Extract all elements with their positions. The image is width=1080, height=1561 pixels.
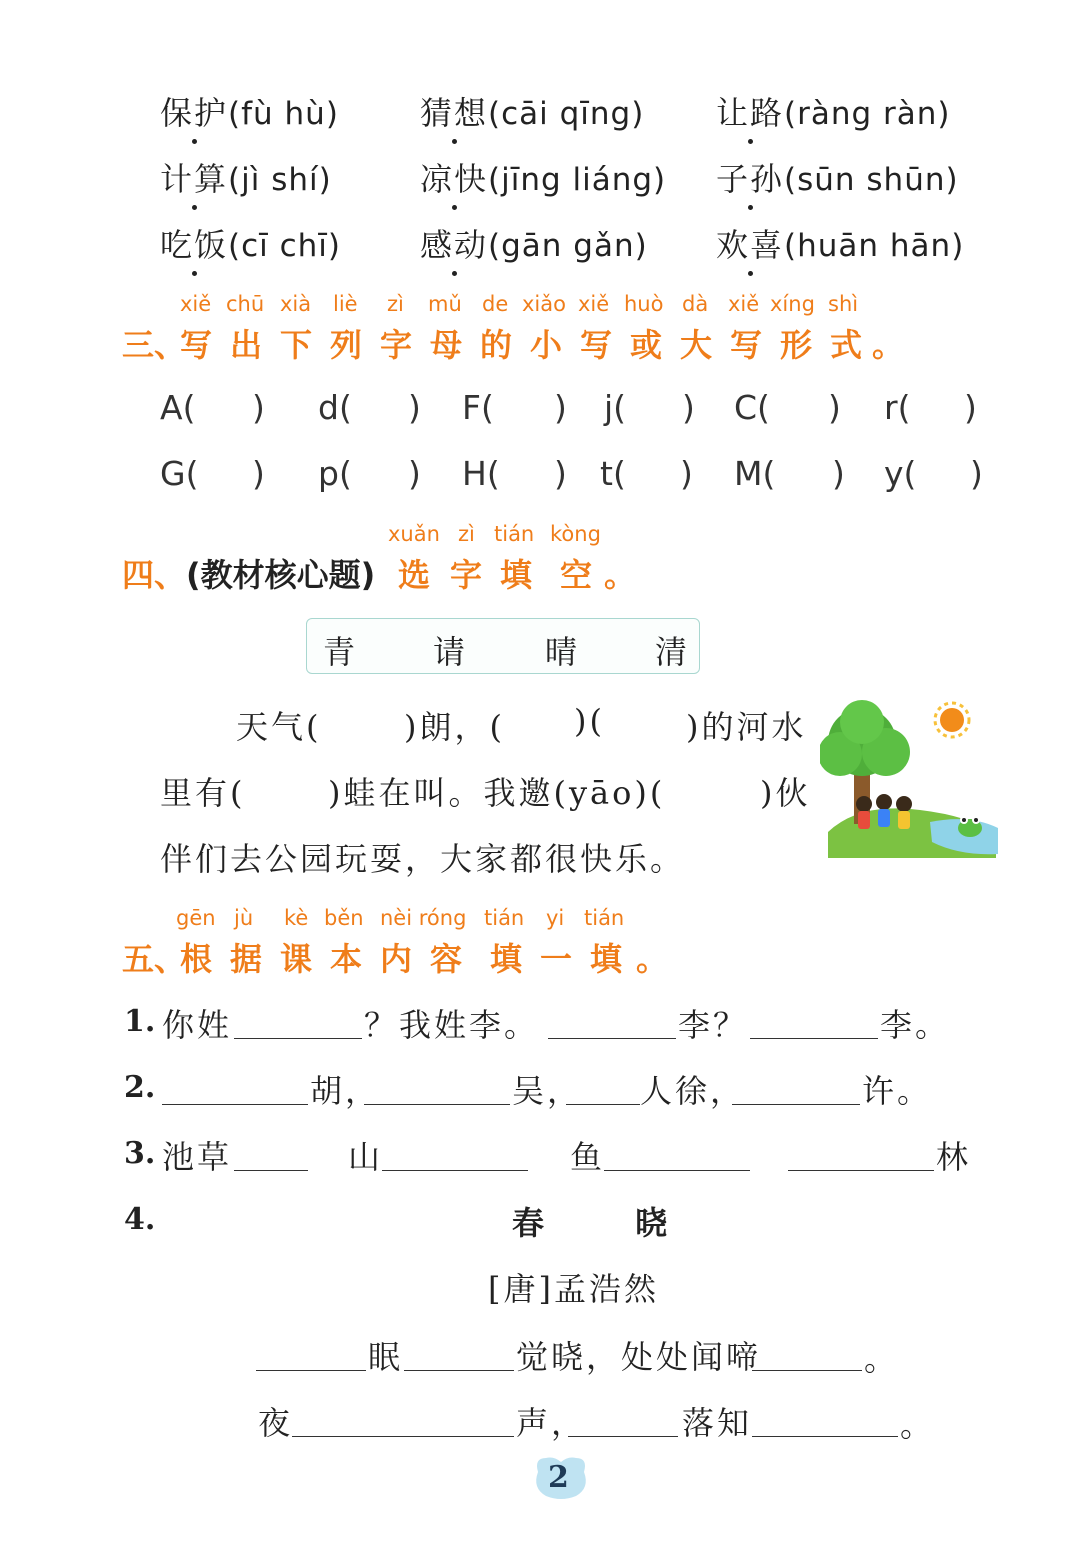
letter-prompt[interactable]: F( bbox=[462, 388, 494, 427]
letter-close: ) bbox=[408, 454, 421, 493]
para-text: 里有( bbox=[160, 774, 246, 812]
q-text: 李？ bbox=[678, 1006, 749, 1044]
para-text: )的河水 bbox=[686, 708, 807, 746]
word-char: 凉快 bbox=[420, 154, 488, 200]
pinyin-syllable: yi bbox=[546, 906, 565, 930]
title-char: 。 bbox=[872, 326, 905, 364]
pinyin-syllable: tián bbox=[484, 906, 525, 930]
pinyin-syllable: zì bbox=[387, 292, 404, 316]
title-char: 根 bbox=[180, 940, 213, 978]
question-number: 1. bbox=[124, 1004, 156, 1039]
answer-blank[interactable] bbox=[732, 1104, 860, 1105]
pinyin-syllable: běn bbox=[324, 906, 364, 930]
title-char: 的 bbox=[480, 326, 513, 364]
poem-text: 落知 bbox=[682, 1404, 753, 1442]
q-text: 许。 bbox=[862, 1072, 933, 1110]
para-text: )伙 bbox=[760, 774, 811, 812]
question-number: 3. bbox=[124, 1136, 156, 1171]
word-option[interactable]: 请 bbox=[433, 633, 466, 671]
para-text: 天气( bbox=[236, 708, 322, 746]
letter-close: ) bbox=[832, 454, 845, 493]
answer-blank[interactable] bbox=[566, 1104, 640, 1105]
title-char: 课 bbox=[280, 940, 313, 978]
q-text: 人徐， bbox=[640, 1072, 746, 1110]
title-char: 出 bbox=[230, 326, 263, 364]
title-char: 写 bbox=[580, 326, 613, 364]
pinyin-syllable: xiě bbox=[728, 292, 760, 316]
para-text: 伴们去公园玩耍，大家都很快乐。 bbox=[160, 840, 686, 878]
pinyin-syllable: huò bbox=[624, 292, 664, 316]
answer-blank[interactable] bbox=[364, 1104, 510, 1105]
letter-prompt[interactable]: M( bbox=[734, 454, 776, 493]
poem-text: 。 bbox=[900, 1406, 936, 1444]
title-char: 母 bbox=[430, 326, 463, 364]
pinyin-syllable: mǔ bbox=[428, 292, 462, 316]
pinyin-syllable: tián bbox=[584, 906, 625, 930]
pinyin-syllable: jù bbox=[234, 906, 254, 930]
pinyin-syllable: kè bbox=[284, 906, 309, 930]
title-char: 据 bbox=[230, 940, 263, 978]
children-figures bbox=[856, 794, 912, 829]
word-item bbox=[420, 220, 648, 266]
pinyin-syllable: zì bbox=[458, 522, 475, 546]
question-number: 2. bbox=[124, 1070, 156, 1105]
answer-blank[interactable] bbox=[604, 1170, 750, 1171]
pinyin-syllable: chū bbox=[226, 292, 265, 316]
answer-blank[interactable] bbox=[234, 1038, 362, 1039]
pinyin-syllable: nèi róng bbox=[380, 906, 467, 930]
title-char: 一 bbox=[540, 940, 573, 978]
para-text: )( bbox=[574, 702, 605, 740]
letter-close: ) bbox=[554, 454, 567, 493]
letter-prompt[interactable]: y( bbox=[884, 454, 917, 493]
word-option[interactable]: 晴 bbox=[545, 633, 578, 671]
letter-close: ) bbox=[680, 454, 693, 493]
letter-close: ) bbox=[970, 454, 983, 493]
answer-blank[interactable] bbox=[568, 1436, 678, 1437]
poem-text: 声， bbox=[516, 1404, 587, 1442]
title-char: 或 bbox=[630, 326, 663, 364]
frog-icon bbox=[958, 816, 982, 837]
letter-prompt[interactable]: G( bbox=[160, 454, 199, 493]
poem-text: 夜 bbox=[258, 1404, 294, 1442]
section-prefix: 四、(教材核心题) bbox=[122, 556, 376, 594]
pinyin-row-3 bbox=[0, 220, 1080, 270]
title-char: 下 bbox=[280, 326, 313, 364]
pinyin-syllable: xiǎo bbox=[522, 292, 566, 316]
title-char: 填 bbox=[500, 556, 533, 594]
q-text: ？我姓李。 bbox=[364, 1006, 540, 1044]
pinyin-options[interactable]: (ràng ràn) bbox=[784, 96, 951, 132]
section-prefix: 五、 bbox=[122, 940, 187, 978]
word-char: 让路 bbox=[716, 88, 784, 134]
title-char: 本 bbox=[330, 940, 363, 978]
section-prefix: 三、 bbox=[122, 326, 187, 364]
title-char: 写 bbox=[180, 326, 213, 364]
pinyin-syllable: kòng bbox=[550, 522, 601, 546]
answer-blank[interactable] bbox=[404, 1370, 514, 1371]
answer-blank[interactable] bbox=[752, 1436, 898, 1437]
letter-prompt[interactable]: A( bbox=[160, 388, 196, 427]
pinyin-syllable: xuǎn bbox=[388, 522, 440, 546]
word-item bbox=[420, 88, 644, 134]
poem-author: [唐]孟浩然 bbox=[488, 1270, 659, 1308]
poem-text: 。 bbox=[864, 1340, 900, 1378]
title-char: 空 bbox=[560, 556, 593, 594]
title-char: 字 bbox=[450, 556, 483, 594]
title-char: 形 bbox=[780, 326, 813, 364]
pinyin-syllable: xiě bbox=[578, 292, 610, 316]
title-char: 填 bbox=[590, 940, 623, 978]
title-char: 容 bbox=[430, 940, 463, 978]
letter-close: ) bbox=[828, 388, 841, 427]
title-char: 。 bbox=[636, 940, 669, 978]
word-item bbox=[160, 88, 339, 134]
pinyin-syllable: liè bbox=[333, 292, 358, 316]
word-item bbox=[420, 154, 666, 200]
poem-title: 春 晓 bbox=[512, 1204, 708, 1242]
letter-prompt[interactable]: p( bbox=[318, 454, 352, 493]
q-text: 胡， bbox=[310, 1072, 381, 1110]
letter-close: ) bbox=[408, 388, 421, 427]
section3-pinyin bbox=[0, 292, 1080, 322]
letter-prompt[interactable]: j( bbox=[604, 388, 627, 427]
pinyin-syllable: xià bbox=[280, 292, 312, 316]
q-text: 吴， bbox=[512, 1072, 583, 1110]
section4-pinyin bbox=[0, 522, 1080, 552]
pinyin-options[interactable]: (huān hān) bbox=[784, 228, 965, 264]
word-char: 吃饭 bbox=[160, 220, 228, 266]
q-text: 林 bbox=[936, 1138, 972, 1176]
pinyin-syllable: xíng bbox=[770, 292, 815, 316]
pinyin-syllable: shì bbox=[828, 292, 859, 316]
q-text: 李。 bbox=[880, 1006, 951, 1044]
title-char: 式 bbox=[830, 326, 863, 364]
word-char: 猜想 bbox=[420, 88, 488, 134]
letter-close: ) bbox=[252, 388, 265, 427]
pinyin-syllable: gēn bbox=[176, 906, 216, 930]
letter-prompt[interactable]: d( bbox=[318, 388, 352, 427]
title-char: 列 bbox=[330, 326, 363, 364]
pinyin-options[interactable]: (sūn shūn) bbox=[784, 162, 959, 198]
para-text: )蛙在叫。我邀(yāo)( bbox=[328, 774, 666, 812]
letter-close: ) bbox=[964, 388, 977, 427]
word-char: 感动 bbox=[420, 220, 488, 266]
title-char: 填 bbox=[490, 940, 523, 978]
section5-title bbox=[0, 934, 1080, 976]
section5-pinyin bbox=[0, 906, 1080, 936]
title-char: 大 bbox=[680, 326, 713, 364]
pinyin-options[interactable]: (fù hù) bbox=[228, 96, 339, 132]
letter-close: ) bbox=[682, 388, 695, 427]
answer-blank[interactable] bbox=[382, 1170, 528, 1171]
word-char: 保护 bbox=[160, 88, 228, 134]
section3-title bbox=[0, 320, 1080, 362]
pinyin-syllable: xiě bbox=[180, 292, 212, 316]
pinyin-options[interactable]: (jīng liáng) bbox=[488, 162, 667, 198]
word-char: 欢喜 bbox=[716, 220, 784, 266]
answer-blank[interactable] bbox=[750, 1038, 878, 1039]
title-char: 写 bbox=[730, 326, 763, 364]
q-text: 你姓 bbox=[162, 1006, 233, 1044]
pinyin-options[interactable]: (cāi qīng) bbox=[488, 96, 645, 132]
word-item bbox=[716, 154, 959, 200]
pinyin-options[interactable]: (gān gǎn) bbox=[488, 228, 648, 264]
title-char: 。 bbox=[604, 556, 637, 594]
page-number: 2 bbox=[548, 1460, 569, 1495]
title-char: 小 bbox=[530, 326, 563, 364]
sun-icon bbox=[935, 703, 969, 737]
word-item bbox=[716, 88, 951, 134]
pinyin-syllable: de bbox=[482, 292, 509, 316]
title-char: 字 bbox=[380, 326, 413, 364]
letter-close: ) bbox=[554, 388, 567, 427]
letter-prompt[interactable]: r( bbox=[884, 388, 911, 427]
letter-prompt[interactable]: C( bbox=[734, 388, 770, 427]
word-item bbox=[160, 154, 332, 200]
word-char: 计算 bbox=[160, 154, 228, 200]
q-text: 池草 bbox=[162, 1138, 233, 1176]
q-text: 山 bbox=[348, 1138, 384, 1176]
word-option[interactable]: 清 bbox=[655, 633, 688, 671]
answer-blank[interactable] bbox=[548, 1038, 676, 1039]
word-item bbox=[160, 220, 341, 266]
para-text: )朗，( bbox=[404, 708, 505, 746]
answer-blank[interactable] bbox=[788, 1170, 934, 1171]
question-number: 4. bbox=[124, 1202, 156, 1237]
pinyin-options[interactable]: (jì shí) bbox=[228, 162, 332, 198]
q-text: 鱼 bbox=[570, 1138, 606, 1176]
word-item bbox=[716, 220, 964, 266]
pinyin-syllable: dà bbox=[682, 292, 709, 316]
section4-title bbox=[0, 550, 1080, 592]
pinyin-syllable: tián bbox=[494, 522, 535, 546]
word-choice-box bbox=[306, 618, 700, 674]
pinyin-row-1 bbox=[0, 88, 1080, 138]
answer-blank[interactable] bbox=[256, 1370, 366, 1371]
poem-text: 眠 bbox=[368, 1338, 404, 1376]
letter-close: ) bbox=[252, 454, 265, 493]
title-char: 选 bbox=[398, 556, 431, 594]
answer-blank[interactable] bbox=[292, 1436, 514, 1437]
answer-blank[interactable] bbox=[234, 1170, 308, 1171]
answer-blank[interactable] bbox=[752, 1370, 862, 1371]
pinyin-options[interactable]: (cī chī) bbox=[228, 228, 342, 264]
answer-blank[interactable] bbox=[162, 1104, 308, 1105]
word-char: 子孙 bbox=[716, 154, 784, 200]
letter-prompt[interactable]: t( bbox=[600, 454, 626, 493]
pinyin-row-2 bbox=[0, 154, 1080, 204]
poem-text: 觉晓，处处闻啼 bbox=[516, 1338, 762, 1376]
title-char: 内 bbox=[380, 940, 413, 978]
park-illustration bbox=[820, 692, 1010, 868]
word-option[interactable]: 青 bbox=[323, 633, 356, 671]
letter-prompt[interactable]: H( bbox=[462, 454, 500, 493]
